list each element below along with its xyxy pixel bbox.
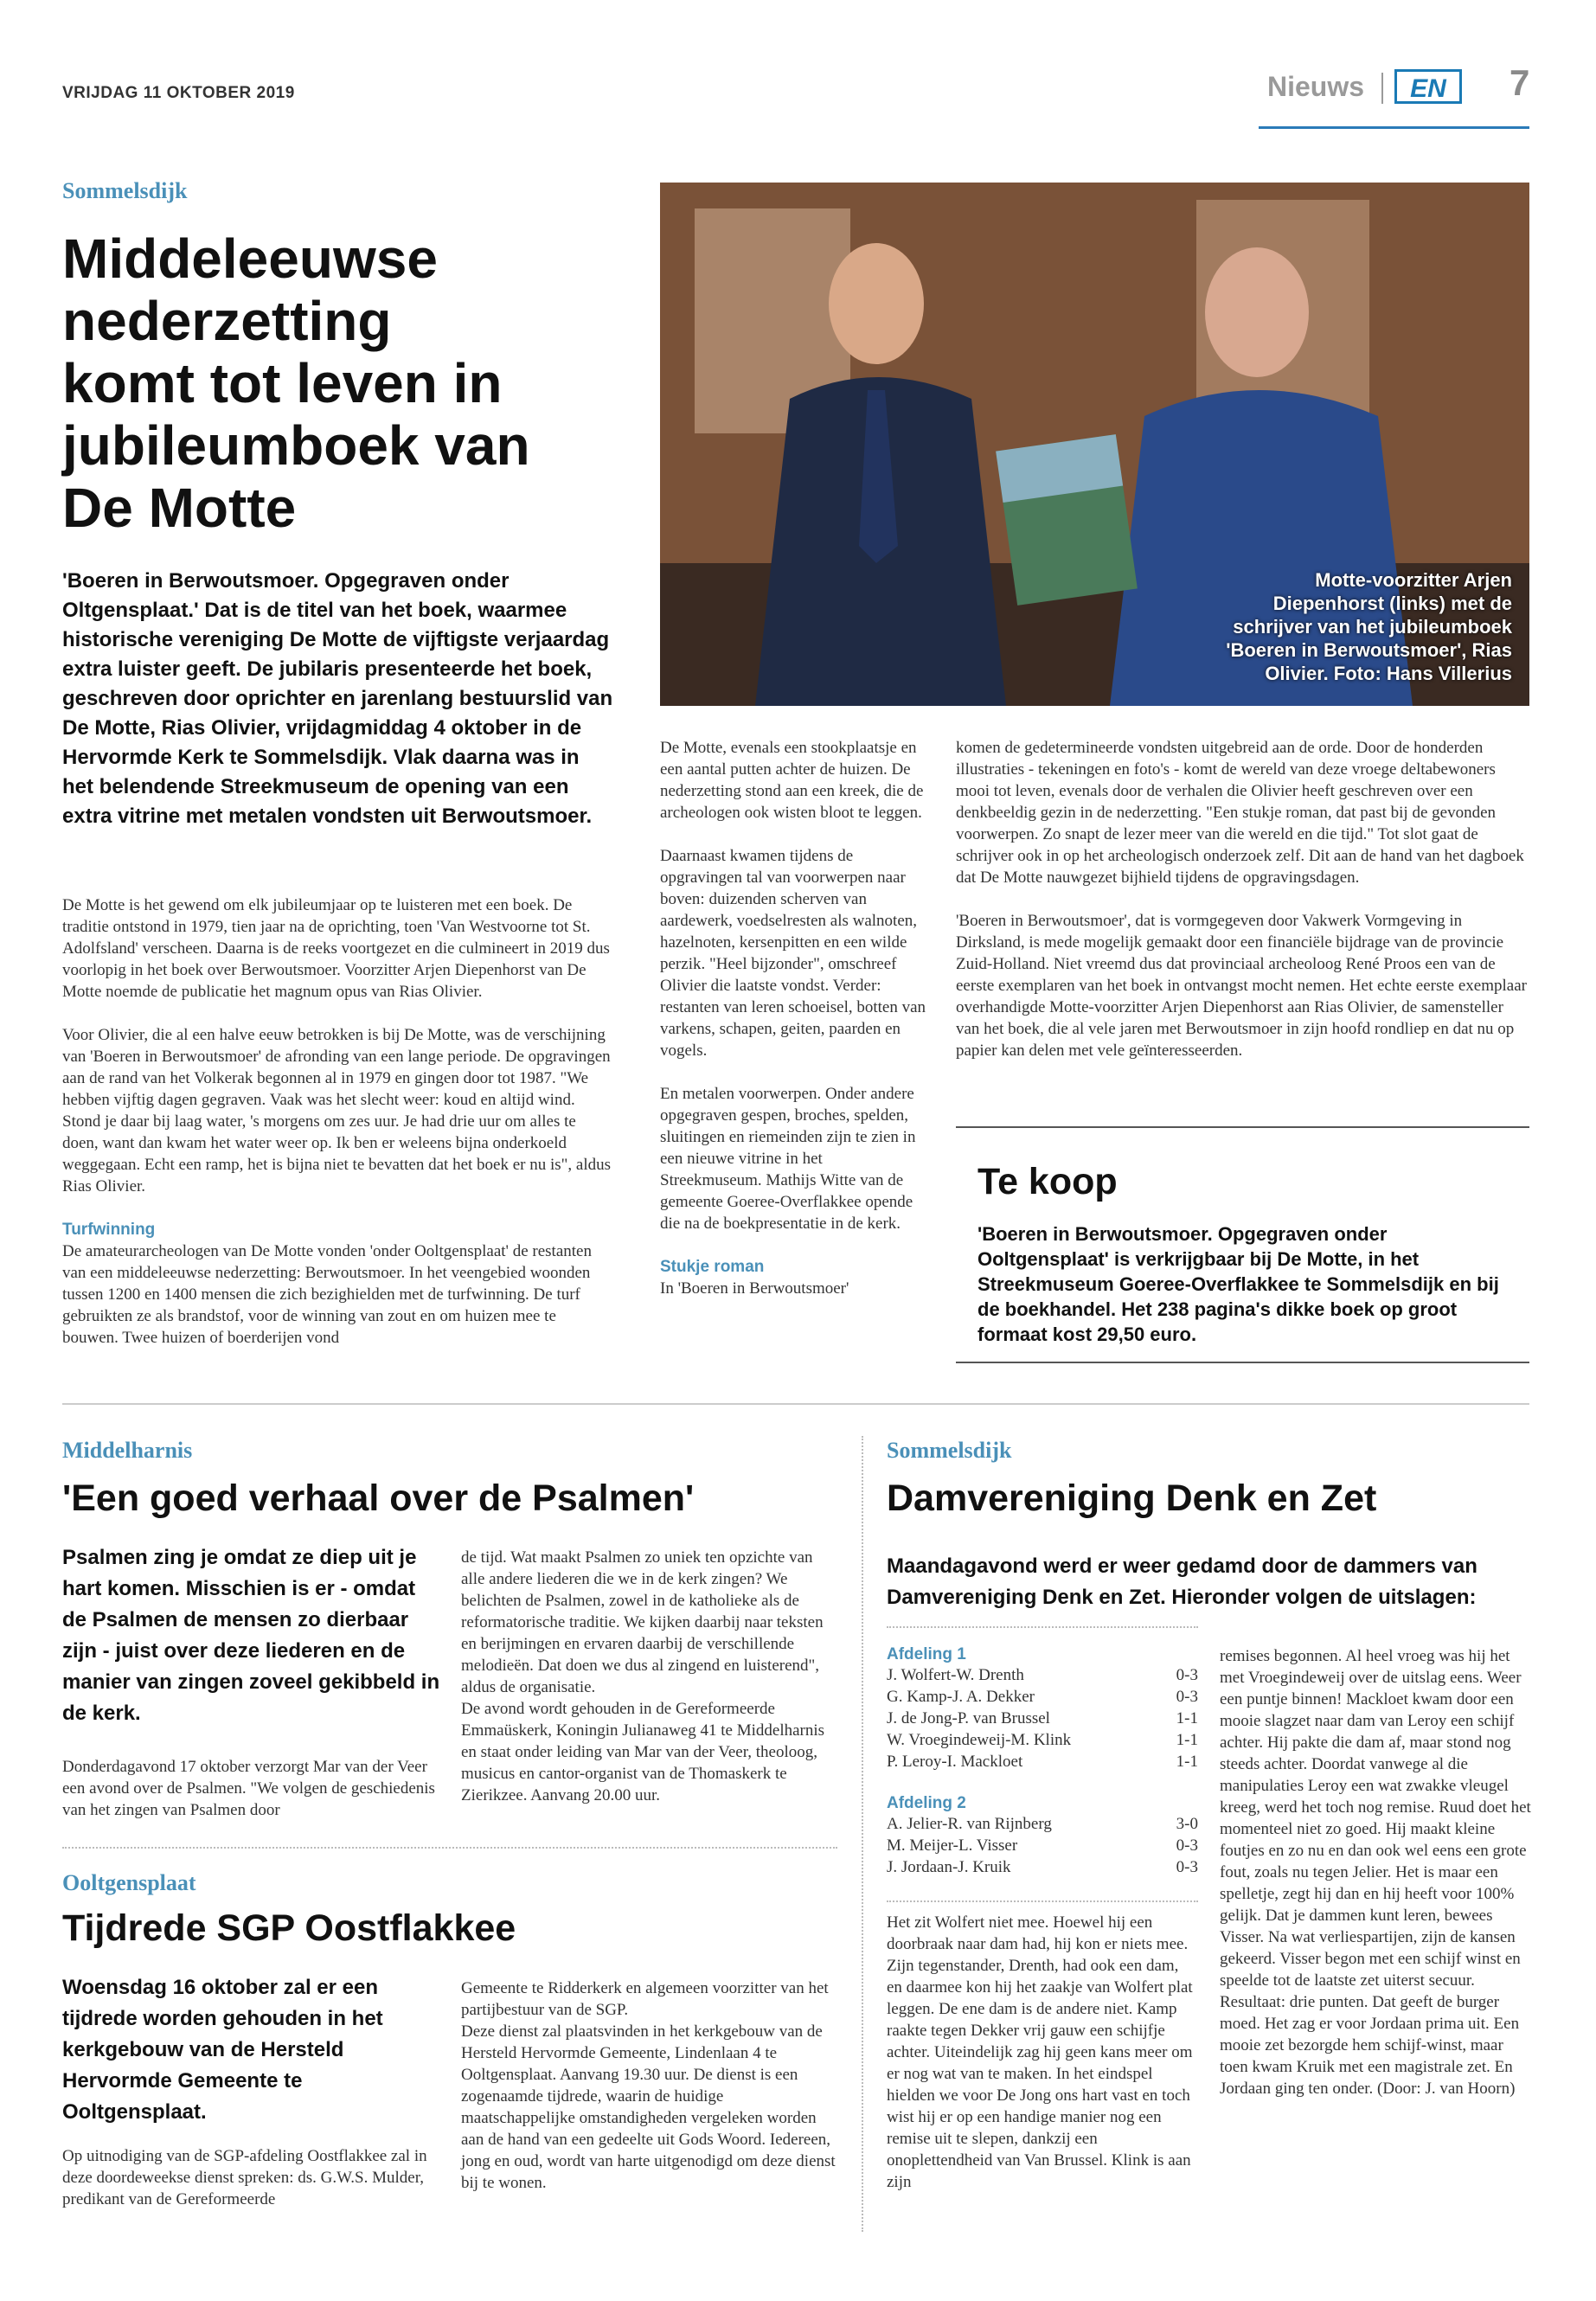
article1-col2 (660, 737, 928, 1321)
article1-col1 (62, 894, 616, 1370)
subhead: Stukje roman (660, 1258, 765, 1276)
results-block (887, 1645, 1198, 1878)
article1-lead: 'Boeren in Berwoutsmoer. Opgegraven onder Oltgensplaat.' Dat is de titel van het boek, waarmee historische vereniging De Motte de vijftigste verjaardag extra luister geeft. De jubilaris presenteerde het boek, geschreven door oprichter en jarenlang bestuurslid van De Motte, Rias Olivier, vrijdagmiddag 4 oktober in de Hervormde Kerk te Sommelsdijk. Vlak daarna was in het belendende Streekmuseum de opening van een extra vitrine met metalen vondsten uit Berwoutsmoer. (62, 569, 613, 828)
result-row (887, 1729, 1198, 1751)
result-row (887, 1835, 1198, 1856)
title-line: De Motte (62, 477, 297, 539)
paragraph: Daarnaast kwamen tijdens de opgravingen tal van voorwerpen naar boven: duizenden scherven van aardewerk, voedselresten als walnoten, hazelnoten, kersenpitten en een wilde perzik. "Heel bijzonder", omschreef Olivier die laatste vondst. Verder: restanten van leren schoeisel, botten van varkens, schapen, geiten, paarden en vogels. (660, 847, 926, 1060)
paragraph: In 'Boeren in Berwoutsmoer' (660, 1279, 849, 1298)
result-match: J. Wolfert-W. Drenth (887, 1666, 1024, 1684)
paragraph: De Motte is het gewend om elk jubileumjaar op te luisteren met een boek. De traditie ontstond in 1979, tien jaar na de oprichting, toen 'Van Westvoorne tot St. Adolfsland' verscheen. Daarna is de reeks voortgezet en die culmineert in 2019 dus voorlopig in het boek over Berwoutsmoer. Voorzitter Arjen Diepenhorst van De Motte noemde de publicatie het magnum opus van Rias Olivier. (62, 896, 610, 1001)
title-line: Middeleeuwse (62, 228, 438, 290)
title-line: nederzetting (62, 290, 392, 352)
article-divider (62, 1847, 837, 1849)
article1-title (62, 228, 651, 539)
result-score: 3-0 (1176, 1815, 1198, 1833)
paragraph: komen de gedetermineerde vondsten uitgebreid aan de orde. Door de honderden illustraties - tekeningen en foto's - komt de wereld van deze vroege deltabewoners mooi tot leven, evenals door de verhalen die Olivier heeft geschreven over een denkbeeldig gezin in de nederzetting. "Een stukje roman, dat past bij de gevonden voorwerpen. Zo snapt de lezer meer van die wereld en die tijd." Tot slot gaat de schrijver ook in op het archeologisch onderzoek zelf. Dit aan de hand van het dagboek dat De Motte nauwgezet bijhield tijdens de opgravingsdagen. (956, 739, 1524, 887)
result-match: G. Kamp-J. A. Dekker (887, 1688, 1035, 1706)
results-group-title: Afdeling 2 (887, 1794, 966, 1812)
box-top-rule (956, 1126, 1529, 1128)
article4-lead: Maandagavond werd er weer gedamd door de dammers van Damvereniging Denk en Zet. Hieronder volgen de uitslagen: (887, 1554, 1477, 1609)
title-line: jubileumboek van (62, 414, 530, 477)
article2-location: Middelharnis (62, 1438, 193, 1463)
article2-col1: Donderdagavond 17 oktober verzorgt Mar van der Veer een avond over de Psalmen. "We volgen de geschiedenis van het zingen van Psalmen door (62, 1758, 435, 1819)
column-divider (862, 1436, 863, 2232)
result-match: M. Meijer-L. Visser (887, 1836, 1018, 1855)
paragraph: Gemeente te Ridderkerk en algemeen voorzitter van het partijbestuur van de SGP. (461, 1979, 829, 2019)
box-bottom-rule (956, 1362, 1529, 1363)
sale-box-title: Te koop (977, 1161, 1118, 1202)
paragraph: Voor Olivier, die al een halve eeuw betrokken is bij De Motte, was de verschijning van 'Boeren in Berwoutsmoer' de afronding van een lange periode. De opgravingen aan de rand van het Volkerak begonnen al in 1979 en gingen door tot 1987. "We hebben vijftig dagen gegraven. Vaak was het slecht weer: koud en altijd wind. Stond je daar bij laag water, 's morgens om zes uur. Je had drie uur om alles te doen, want dan kwam het water weer op. Ik ben er weleens bijna onderkoeld weggegaan. Echt een ramp, het is bijna niet te bevatten dat het boek er nu is", aldus Rias Olivier. (62, 1026, 612, 1195)
result-row (887, 1751, 1198, 1772)
section-name: Nieuws (1267, 71, 1365, 102)
newspaper-logo: EN (1394, 69, 1462, 104)
article3-location: Ooltgensplaat (62, 1870, 196, 1895)
article1-location: Sommelsdijk (62, 178, 188, 203)
title-line: komt tot leven in (62, 352, 503, 414)
result-row (887, 1686, 1198, 1708)
article1-col3 (956, 737, 1529, 1083)
result-row (887, 1813, 1198, 1835)
article2-title: 'Een goed verhaal over de Psalmen' (62, 1477, 695, 1519)
paragraph: de tijd. Wat maakt Psalmen zo uniek ten opzichte van alle andere liederen die we in de kerk zingen? We belichten de Psalmen, zowel in de katholieke als de reformatorische traditie. We kijken daarbij naar teksten en berijmingen en ervaren daarbij de verschillende melodieën. Dat doen we dus al zingend en luisterend", aldus de organisatie. (461, 1548, 824, 1696)
article3-lead: Woensdag 16 oktober zal er een tijdrede worden gehouden in het kerkgebouw van de Hersteld Hervormde Gemeente te Ooltgensplaat. (62, 1976, 383, 2124)
subhead: Turfwinning (62, 1221, 156, 1239)
section-divider (1381, 73, 1383, 104)
result-row (887, 1664, 1198, 1686)
sale-box-text: 'Boeren in Berwoutsmoer. Opgegraven onder Ooltgensplaat' is verkrijgbaar bij De Motte, in het Streekmuseum Goeree-Overflakkee te Sommelsdijk en bij de boekhandel. Het 238 pagina's dikke boek op groot formaat kost 29,50 euro. (977, 1223, 1499, 1345)
paragraph: En metalen voorwerpen. Onder andere opgegraven gespen, broches, spelden, sluitingen en riemeinden zijn te zien in een nieuwe vitrine in het Streekmuseum. Mathijs Witte van de gemeente Goeree-Overflakkee opende die na de boekpresentatie in de kerk. (660, 1085, 916, 1233)
result-row (887, 1708, 1198, 1729)
result-match: A. Jelier-R. van Rijnberg (887, 1815, 1052, 1833)
result-match: J. de Jong-P. van Brussel (887, 1709, 1050, 1727)
result-score: 0-3 (1176, 1858, 1198, 1876)
paragraph: Deze dienst zal plaatsvinden in het kerkgebouw van de Hersteld Hervormde Gemeente, Lindenlaan 4 te Ooltgensplaat. Aanvang 19.30 uur. De dienst is een zogenaamde tijdrede, waarin de huidige maatschappelijke omstandigheden vergeleken worden aan de hand van een gedeelte uit Gods Woord. Iedereen, jong en oud, wordt van harte uitgenodigd om deze dienst bij te wonen. (461, 2022, 836, 2192)
article2-col2 (461, 1547, 837, 1806)
result-match: J. Jordaan-J. Kruik (887, 1858, 1011, 1876)
result-score: 1-1 (1176, 1753, 1198, 1771)
article3-col2 (461, 1977, 837, 2194)
article4-location: Sommelsdijk (887, 1438, 1012, 1463)
result-match: W. Vroegindeweij-M. Klink (887, 1731, 1072, 1749)
results-bottom-rule (887, 1900, 1198, 1902)
paragraph: De Motte, evenals een stookplaatsje en een aantal putten achter de huizen. De nederzetting stond aan een kreek, die de archeologen ook wisten bloot te leggen. (660, 739, 924, 822)
article4-col1: Het zit Wolfert niet mee. Hoewel hij een doorbraak naar dam had, hij kon er niets mee. Zijn tegenstander, Drenth, had ook een dam, en daarmee kon hij het zaakje van Wolfert plat leggen. De ene dam is de andere niet. Kamp raakte tegen Dekker vrij gauw een schijfje achter. Uiteindelijk zag hij geen kans meer om er nog wat van te maken. In het eindspel hielden we voor De Jong ons hart vast en toch wist hij er op een handige manier nog een remise uit te slepen, dankzij een onoplettendheid van Van Brussel. Klink is aan zijn (887, 1913, 1193, 2191)
paragraph: 'Boeren in Berwoutsmoer', dat is vormgegeven door Vakwerk Vormgeving in Dirksland, is mede mogelijk gemaakt door een financiële bijdrage van de provincie Zuid-Holland. Niet vreemd dus dat provinciaal archeoloog René Proos een van de eerste exemplaren van het boek in ontvangst mocht nemen. Het echte eerste exemplaar overhandigde Motte-voorzitter Arjen Diepenhorst aan Rias Olivier, de samensteller van het boek, die al vele jaren met Berwoutsmoer in zijn hoofd rondliep en dat nu op papier kan delen met vele geïnteresseerden. (956, 912, 1527, 1060)
page-divider (62, 1403, 1529, 1405)
result-score: 0-3 (1176, 1836, 1198, 1855)
result-row (887, 1856, 1198, 1878)
result-match: P. Leroy-I. Mackloet (887, 1753, 1023, 1771)
article-photo (660, 183, 1529, 706)
result-score: 0-3 (1176, 1688, 1198, 1706)
article4-col2: remises begonnen. Al heel vroeg was hij het met Vroegindeweij over de uitslag eens. Weer een puntje binnen! Mackloet kwam door een mooie slagzet naar dam van Leroy een schijf achter. Hij pakte die dam af, maar stond nog steeds achter. Doordat vanwege al die manipulaties Leroy een wat zwakke vleugel kreeg, werd het toch nog remise. Ruud doet het momenteel niet zo goed. Hij maakt kleine foutjes en zo nu en dan ook wel eens een grote fout, zoals nu tegen Jelier. Het is maar een spelletje, zegt hij dan en hij heeft voor 100% gelijk. Dat je dammen kunt leren, bewees Visser. Na wat verliespartijen, zijn de kansen gekeerd. Visser begon met een schijf winst en speelde tot de laatste zet uiterst secuur. Resultaat: drie punten. Dat geeft de burger moed. Het zag er voor Jordaan prima uit. Een mooie zet bezorgde hem schijf-winst, maar toen kwam Kruik met een magistrale zet. En Jordaan ging ten onder. (Door: J. van Hoorn) (1220, 1647, 1531, 2098)
article4-lead-rule (887, 1626, 1198, 1628)
result-score: 1-1 (1176, 1731, 1198, 1749)
issue-date: VRIJDAG 11 OKTOBER 2019 (62, 84, 295, 102)
results-group-title: Afdeling 1 (887, 1645, 966, 1663)
photo-caption: Motte-voorzitter Arjen Diepenhorst (links) met de schrijver van het jubileumboek 'Boeren in Berwoutsmoer', Rias Olivier. Foto: Hans Villerius (1226, 569, 1512, 684)
header-rule (1259, 126, 1529, 129)
result-score: 0-3 (1176, 1666, 1198, 1684)
paragraph: De amateurarcheologen van De Motte vonden 'onder Ooltgensplaat' de restanten van een middeleeuwse nederzetting: Berwoutsmoer. In het veengebied woonden tussen 1200 en 1400 mensen die zich bezighielden met de turfwinning. De turf gebruikten ze als brandstof, voor de winning van zout en om huizen mee te bouwen. Twee huizen of boerderijen vond (62, 1242, 592, 1347)
article4-title: Damvereniging Denk en Zet (887, 1477, 1377, 1519)
article2-lead: Psalmen zing je omdat ze diep uit je hart komen. Misschien is er - omdat de Psalmen de mensen zo dierbaar zijn - juist over deze liederen en de manier van zingen zoveel gekibbeld in de kerk. (62, 1546, 440, 1725)
article3-title: Tijdrede SGP Oostflakkee (62, 1907, 516, 1949)
article3-col1: Op uitnodiging van de SGP-afdeling Oostflakkee zal in deze doordeweekse dienst spreken: ds. G.W.S. Mulder, predikant van de Gereformeerde (62, 2147, 427, 2208)
result-score: 1-1 (1176, 1709, 1198, 1727)
page-number: 7 (1509, 62, 1530, 103)
paragraph: De avond wordt gehouden in de Gereformeerde Emmaüskerk, Koningin Julianaweg 41 te Middelharnis en staat onder leiding van Mar van der Veer, theoloog, musicus en cantor-organist van de Thomaskerk te Zierikzee. Aanvang 20.00 uur. (461, 1700, 825, 1804)
